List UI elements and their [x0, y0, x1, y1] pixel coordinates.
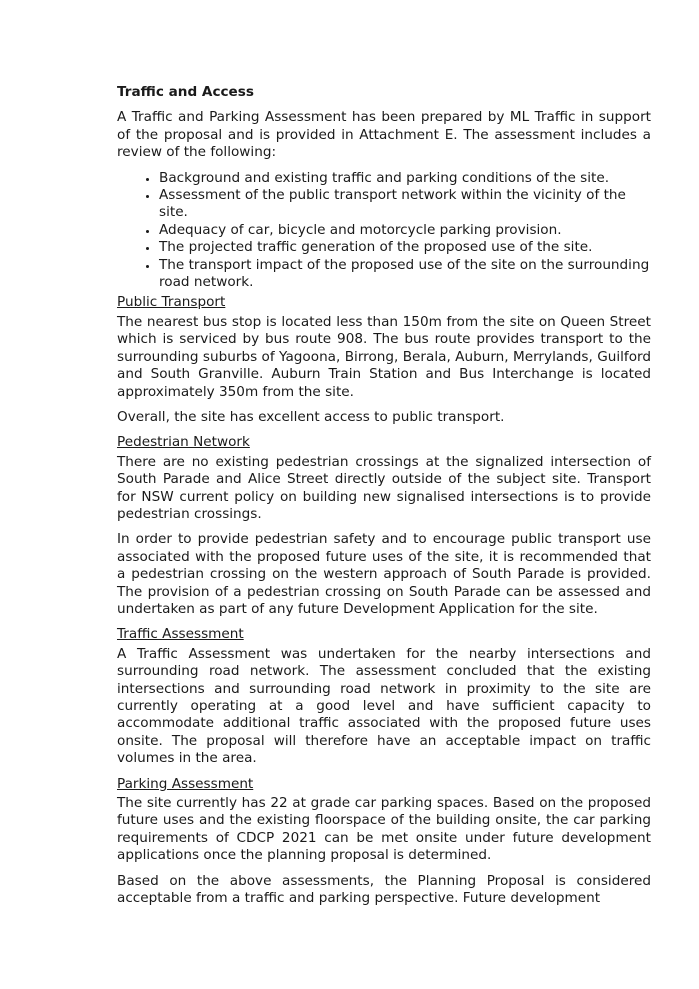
document-page: [117, 84, 651, 915]
parking-assessment-paragraph: The site currently has 22 at grade car parking spaces. Based on the proposed future uses and the existing floorspace of the building onsite, the car parking requirements of CDCP 2021 can be met onsite under future development applications once the planning proposal is determined.: [117, 795, 651, 864]
traffic-assessment-heading: Traffic Assessment: [117, 626, 244, 643]
assessment-list: [117, 170, 651, 292]
pedestrian-network-heading: Pedestrian Network: [117, 434, 250, 451]
public-transport-paragraph: The nearest bus stop is located less than 150m from the site on Queen Street which is serviced by bus route 908. The bus route provides transport to the surrounding suburbs of Yagoona, Birrong, Berala, Auburn, Merrylands, Guilford and South Granville. Auburn Train Station and Bus Interchange is located approximately 350m from the site.: [117, 313, 651, 400]
public-transport-heading: Public Transport: [117, 294, 226, 311]
list-item: • Adequacy of car, bicycle and motorcycle parking provision.: [159, 222, 651, 239]
parking-assessment-heading: Parking Assessment: [117, 775, 254, 792]
public-transport-summary: Overall, the site has excellent access to public transport.: [117, 408, 505, 425]
list-item: • The transport impact of the proposed use of the site on the surrounding road network.: [159, 257, 651, 292]
list-item: • Assessment of the public transport network within the vicinity of the site.: [159, 187, 651, 222]
list-item: • The projected traffic generation of the proposed use of the site.: [159, 239, 651, 256]
traffic-assessment-paragraph: A Traffic Assessment was undertaken for the nearby intersections and surrounding road network. The assessment concluded that the existing intersections and surrounding road network in proximity to the site are currently operating at a good level and have sufficient capacity to accommodate additional traffic associated with the proposed future uses onsite. The proposal will therefore have an acceptable impact on traffic volumes in the area.: [117, 645, 651, 767]
section-title: Traffic and Access: [117, 84, 254, 100]
pedestrian-network-paragraph-2: In order to provide pedestrian safety and to encourage public transport use associated with the proposed future uses of the site, it is recommended that a pedestrian crossing on the western approach of South Parade is provided. The provision of a pedestrian crossing on South Parade can be assessed and undertaken as part of any future Development Application for the site.: [117, 531, 651, 617]
pedestrian-network-paragraph: There are no existing pedestrian crossings at the signalized intersection of South Parade and Alice Street directly outside of the subject site. Transport for NSW current policy on building new signalised intersections is to provide pedestrian crossings.: [117, 453, 651, 522]
intro-paragraph: A Traffic and Parking Assessment has been prepared by ML Traffic in support of the proposal and is provided in Attachment E. The assessment includes a review of the following:: [117, 109, 651, 161]
conclusion-paragraph: Based on the above assessments, the Planning Proposal is considered acceptable from a traffic and parking perspective. Future development: [117, 872, 651, 907]
list-item: • Background and existing traffic and parking conditions of the site.: [159, 170, 651, 187]
